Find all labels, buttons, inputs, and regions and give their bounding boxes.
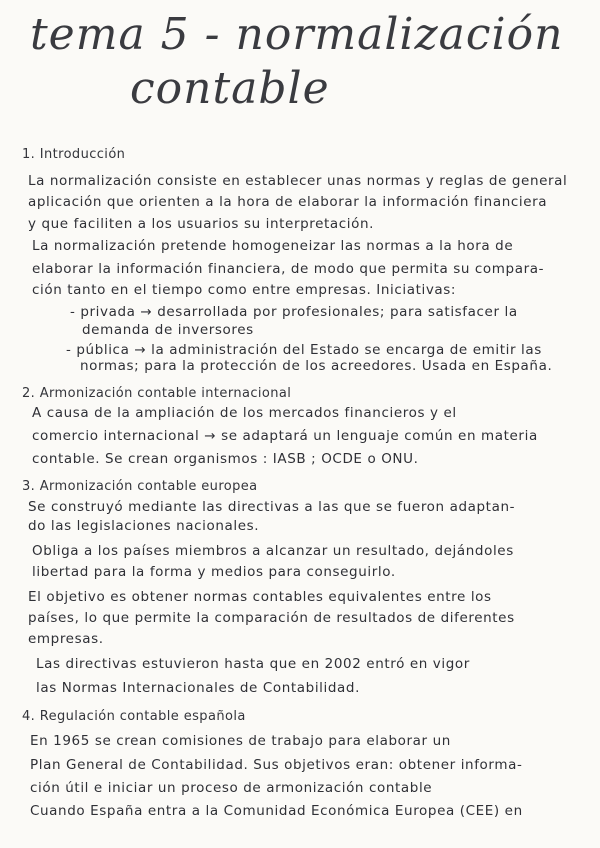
title-line-2: contable xyxy=(130,63,330,114)
section-1-line: La normalización pretende homogeneizar las normas a la hora de xyxy=(32,238,514,254)
section-1-line: elaborar la información financiera, de modo que permita su compara- xyxy=(32,261,545,277)
section-1-line: aplicación que orienten a la hora de elaborar la información financiera xyxy=(28,194,548,210)
section-1-line: - privada → desarrollada por profesionales; para satisfacer la xyxy=(70,304,518,320)
title-line-1: tema 5 - normalización xyxy=(30,9,564,60)
section-2-line: A causa de la ampliación de los mercados financieros y el xyxy=(32,405,457,421)
section-2-line: comercio internacional → se adaptará un lenguaje común en materia xyxy=(32,428,538,444)
section-3-heading: 3. Armonización contable europea xyxy=(22,479,258,494)
section-1-line: La normalización consiste en establecer unas normas y reglas de general xyxy=(28,173,568,189)
section-1-line: - pública → la administración del Estado se encarga de emitir las xyxy=(66,342,542,358)
section-1-line: y que faciliten a los usuarios su interpretación. xyxy=(28,216,375,232)
section-3-line: Se construyó mediante las directivas a las que se fueron adaptan- xyxy=(28,499,516,515)
section-3-line: las Normas Internacionales de Contabilidad. xyxy=(36,680,360,696)
section-2-heading: 2. Armonización contable internacional xyxy=(22,386,292,401)
section-1-line: ción tanto en el tiempo como entre empresas. Iniciativas: xyxy=(32,282,457,298)
section-3-line: El objetivo es obtener normas contables equivalentes entre los xyxy=(28,589,492,605)
section-1-line: demanda de inversores xyxy=(82,322,254,338)
section-1-line: normas; para la protección de los acreedores. Usada en España. xyxy=(80,358,553,374)
section-3-line: Obliga a los países miembros a alcanzar un resultado, dejándoles xyxy=(32,543,514,559)
section-4-line: ción útil e iniciar un proceso de armonización contable xyxy=(30,780,433,796)
section-2-line: contable. Se crean organismos : IASB ; OCDE o ONU. xyxy=(32,451,419,467)
section-4-line: En 1965 se crean comisiones de trabajo para elaborar un xyxy=(30,733,451,749)
section-3-line: do las legislaciones nacionales. xyxy=(28,518,260,534)
page-title xyxy=(30,8,590,116)
section-1-heading: 1. Introducción xyxy=(22,147,126,162)
section-4-heading: 4. Regulación contable española xyxy=(22,709,246,724)
section-4-line: Cuando España entra a la Comunidad Económica Europea (CEE) en xyxy=(30,803,523,819)
section-4-line: Plan General de Contabilidad. Sus objetivos eran: obtener informa- xyxy=(30,757,523,773)
section-3-line: países, lo que permite la comparación de resultados de diferentes xyxy=(28,610,515,626)
section-3-line: Las directivas estuvieron hasta que en 2002 entró en vigor xyxy=(36,656,470,672)
section-3-line: empresas. xyxy=(28,631,104,647)
section-3-line: libertad para la forma y medios para conseguirlo. xyxy=(32,564,396,580)
